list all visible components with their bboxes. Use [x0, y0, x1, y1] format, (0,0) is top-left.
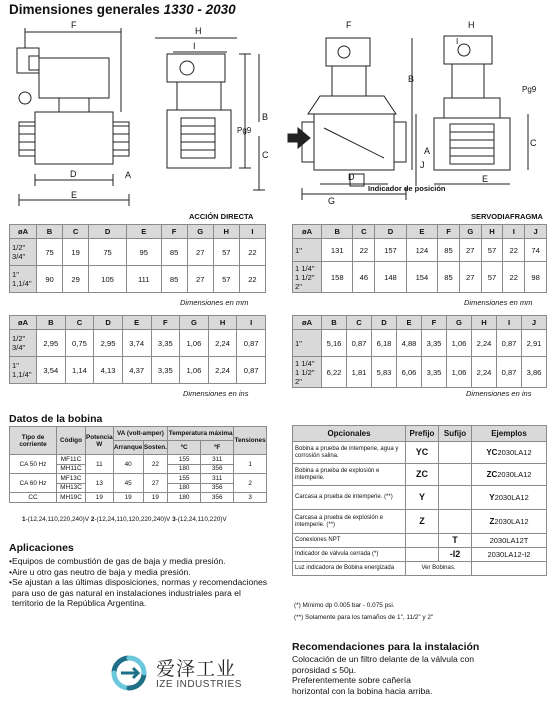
cell: 4,13: [94, 357, 123, 384]
size-cell: 1" 1,1/4": [10, 266, 37, 293]
col-header: I: [503, 225, 525, 239]
dim-label-d-servo: D: [348, 172, 355, 182]
recommendations-text: Colocación de un filtro delante de la válvula con porosidad ≤ 50µ. Preferentemente sobre cañería horizontal con la bobina hacia arriba.: [292, 654, 475, 696]
col-header: øA: [293, 225, 322, 239]
cell: 57: [213, 266, 239, 293]
col-header: D: [372, 316, 397, 330]
cell: 356: [201, 483, 234, 493]
dim-label-c-servo: C: [530, 138, 537, 148]
cell: 1,06: [180, 330, 209, 357]
col-header: Sosten.: [143, 441, 168, 455]
coil-data-table: [9, 426, 267, 503]
list-item: • Equipos de combustión de gas de baja y media presión.: [9, 556, 226, 566]
col-header: E: [126, 225, 161, 239]
cell: 111: [126, 266, 161, 293]
applications-title: Aplicaciones: [9, 542, 74, 554]
dim-label-e: E: [71, 190, 78, 200]
col-header: J: [525, 225, 547, 239]
cell: 155: [168, 455, 201, 465]
cell: 2,95: [37, 330, 66, 357]
cell: 5,83: [372, 357, 397, 388]
cell: MH13C: [57, 483, 86, 493]
table-row: [10, 474, 267, 484]
cell: 6,22: [322, 357, 347, 388]
col-header: C: [65, 316, 94, 330]
col-header: H: [208, 316, 237, 330]
dim-label-i: I: [193, 41, 196, 51]
recommendations-title: Recomendaciones para la instalación: [292, 641, 480, 653]
cell: 3,35: [422, 357, 447, 388]
position-indicator-label: Indicador de posición: [368, 184, 446, 193]
cell: 3: [234, 493, 267, 503]
cell: 2,24: [472, 330, 497, 357]
cell: [439, 464, 472, 486]
direct-action-caption: ACCIÓN DIRECTA: [189, 212, 254, 221]
table-row: [10, 493, 267, 503]
cell: MH19C: [57, 493, 86, 503]
col-header: B: [37, 316, 66, 330]
direct-mm-table: [9, 224, 266, 293]
cell: 154: [406, 262, 437, 293]
col-header: E: [406, 225, 437, 239]
dim-label-j-servo: J: [420, 160, 425, 170]
dim-label-c: C: [262, 150, 269, 160]
size-cell: 1": [293, 239, 322, 262]
cell: 46: [353, 262, 375, 293]
col-header: C: [353, 225, 375, 239]
col-header: G: [459, 225, 481, 239]
col-header: øA: [10, 316, 37, 330]
option-desc: Conexiones NPT: [293, 534, 406, 548]
col-header: ºC: [168, 441, 201, 455]
col-header: H: [481, 225, 503, 239]
option-desc: Indicador de válvula cerrada (*): [293, 548, 406, 562]
option-desc: Carcasa a prueba de intemperie. (**): [293, 486, 406, 510]
list-item: • Aire u otro gas neutro de baja y media presión.: [9, 566, 191, 577]
dim-label-b-servo: B: [408, 74, 415, 84]
dim-label-pg9-servo: Pg9: [522, 85, 537, 94]
direct-ins-table: [9, 315, 266, 384]
col-header: E: [397, 316, 422, 330]
list-item: • Se ajustan a las últimas disposiciones, normas y recomendaciones para uso de gas natural en instalaciones industriales para el territorio de la República Argentina.: [9, 577, 268, 608]
cell: 180: [168, 464, 201, 474]
cell: 131: [322, 239, 353, 262]
cell: 180: [168, 493, 201, 503]
cell: 105: [89, 266, 127, 293]
cell: 75: [89, 239, 127, 266]
table-row: [293, 330, 547, 357]
cell: 2,24: [472, 357, 497, 388]
example-cell: YC2030LA12: [472, 442, 547, 464]
table-row: [10, 330, 266, 357]
cell: 95: [126, 239, 161, 266]
table-row: [293, 357, 547, 388]
cell: 74: [525, 239, 547, 262]
dim-label-a: A: [125, 170, 132, 180]
cell: 356: [201, 464, 234, 474]
direct-valve-drawing: [5, 18, 275, 210]
option-desc: Bobina a prueba de intemperie, agua y corrosión salina.: [293, 442, 406, 464]
cell: 0,87: [347, 330, 372, 357]
cell: 148: [375, 262, 406, 293]
servo-mm-units: Dimensiones en mm: [464, 298, 533, 307]
example-cell: 2030LA12-I2: [472, 548, 547, 562]
applications-list: [9, 556, 271, 609]
cell: Z: [406, 510, 439, 534]
option-desc: Carcasa a prueba de explosión e intemperie. (**): [293, 510, 406, 534]
cell: 4,37: [122, 357, 151, 384]
cell: 11: [86, 455, 114, 474]
cell: 356: [201, 493, 234, 503]
cell: MF11C: [57, 455, 86, 465]
table-row: [293, 442, 547, 464]
dim-label-f-servo: F: [346, 20, 352, 30]
cell: 40: [113, 455, 143, 474]
cell: 85: [438, 262, 460, 293]
title-models: 1330 - 2030: [163, 2, 236, 17]
cell: CC: [10, 493, 57, 503]
col-header: B: [322, 225, 353, 239]
option-desc: Bobina a prueba de explosión e intemperie.: [293, 464, 406, 486]
cell: 27: [459, 262, 481, 293]
col-header: F: [151, 316, 180, 330]
note-min-dp: (*) Mínimo dp 0.005 bar - 0.075 psi.: [294, 602, 395, 609]
col-header: Potencia W: [86, 427, 114, 455]
cell: 155: [168, 474, 201, 484]
cell: 311: [201, 474, 234, 484]
col-header: VA (volt-amper): [113, 427, 168, 441]
col-header: D: [89, 225, 127, 239]
col-header: G: [180, 316, 209, 330]
size-cell: 1" 1,1/4": [10, 357, 37, 384]
dim-label-e-servo: E: [482, 174, 489, 184]
cell: 19: [143, 493, 168, 503]
page-title: [9, 2, 236, 17]
col-header: Prefijo: [406, 426, 439, 442]
cell: 1,06: [447, 330, 472, 357]
cell: 22: [503, 239, 525, 262]
col-header: Arranque: [113, 441, 143, 455]
cell: 3,54: [37, 357, 66, 384]
table-row: [293, 562, 547, 576]
cell: 3,35: [151, 357, 180, 384]
cell: 1: [234, 455, 267, 474]
cell: 2,24: [208, 330, 237, 357]
cell: 57: [481, 262, 503, 293]
cell: 19: [86, 493, 114, 503]
cell: 27: [459, 239, 481, 262]
cell: 85: [438, 239, 460, 262]
cell: [439, 486, 472, 510]
size-cell: 1 1/4" 1 1/2" 2": [293, 357, 322, 388]
brand-english: IZE INDUSTRIES: [156, 679, 242, 690]
table-row: [293, 262, 547, 293]
size-cell: 1 1/4" 1 1/2" 2": [293, 262, 322, 293]
example-cell: Y2030LA12: [472, 486, 547, 510]
col-header: Ejemplos: [472, 426, 547, 442]
dim-label-h-servo: H: [468, 20, 475, 30]
col-header: I: [239, 225, 265, 239]
cell: 3,35: [151, 330, 180, 357]
ize-logo-icon: [108, 652, 150, 694]
col-header: G: [447, 316, 472, 330]
col-header: I: [237, 316, 266, 330]
cell: 0,87: [237, 330, 266, 357]
cell: 22: [353, 239, 375, 262]
servo-caption: SERVODIAFRAGMA: [471, 212, 543, 221]
dim-label-g-servo: G: [328, 196, 336, 206]
col-header: F: [438, 225, 460, 239]
table-row: [293, 534, 547, 548]
col-header: H: [472, 316, 497, 330]
options-notes: [294, 600, 433, 624]
col-header: G: [187, 225, 213, 239]
dim-label-pg9: Pg9: [237, 126, 252, 135]
cell: 311: [201, 455, 234, 465]
col-header: Tensiones: [234, 427, 267, 455]
dim-label-b: B: [262, 112, 269, 122]
cell: 0,87: [237, 357, 266, 384]
cell: ZC: [406, 464, 439, 486]
cell: 27: [187, 239, 213, 266]
example-cell: 2030LA12T: [472, 534, 547, 548]
table-row: [10, 266, 266, 293]
cell: 6,18: [372, 330, 397, 357]
cell: 29: [63, 266, 89, 293]
cell: 124: [406, 239, 437, 262]
col-header: B: [322, 316, 347, 330]
cell: 19: [113, 493, 143, 503]
cell: 1,14: [65, 357, 94, 384]
cell: -I2: [439, 548, 472, 562]
cell: Ver Bobinas.: [406, 562, 472, 576]
servo-mm-table: [292, 224, 547, 293]
col-header: F: [161, 225, 187, 239]
cell: MH11C: [57, 464, 86, 474]
col-header: H: [213, 225, 239, 239]
dim-label-f: F: [71, 20, 77, 30]
note-sizes: (**) Solamente para los tamaños de 1", 11/2" y 2": [294, 614, 434, 621]
table-row: [10, 239, 266, 266]
cell: 2,91: [522, 330, 547, 357]
col-header: ºF: [201, 441, 234, 455]
cell: [439, 442, 472, 464]
table-row: [293, 548, 547, 562]
col-header: D: [375, 225, 406, 239]
col-header: Opcionales: [293, 426, 406, 442]
cell: 157: [375, 239, 406, 262]
cell: 2,95: [94, 330, 123, 357]
col-header: Tipo de corriente: [10, 427, 57, 455]
servo-ins-table: [292, 315, 547, 388]
cell: 1,06: [447, 357, 472, 388]
table-row: [10, 455, 267, 465]
cell: 6,06: [397, 357, 422, 388]
cell: 2,24: [208, 357, 237, 384]
cell: 1,06: [180, 357, 209, 384]
title-text: Dimensiones generales: [9, 2, 160, 17]
table-row: [293, 239, 547, 262]
table-row: [10, 357, 266, 384]
col-header: Código: [57, 427, 86, 455]
cell: 22: [503, 262, 525, 293]
dim-label-d: D: [70, 169, 77, 179]
col-header: Temperatura máxima: [168, 427, 234, 441]
cell: Y: [406, 486, 439, 510]
table-row: [293, 486, 547, 510]
col-header: C: [63, 225, 89, 239]
cell: [439, 510, 472, 534]
cell: 75: [37, 239, 63, 266]
coil-voltage-footnote: 1-(12,24,110,220,240)V 2-(12,24,110,120,220,240)V 3-(12,24,110,220)V: [22, 516, 227, 523]
col-header: E: [122, 316, 151, 330]
cell: 27: [187, 266, 213, 293]
cell: 13: [86, 474, 114, 493]
cell: 3,86: [522, 357, 547, 388]
cell: 0,87: [497, 330, 522, 357]
col-header: C: [347, 316, 372, 330]
cell: 158: [322, 262, 353, 293]
cell: 27: [143, 474, 168, 493]
cell: 19: [63, 239, 89, 266]
cell: 90: [37, 266, 63, 293]
cell: 85: [161, 239, 187, 266]
col-header: I: [497, 316, 522, 330]
cell: 3,74: [122, 330, 151, 357]
table-row: [293, 510, 547, 534]
col-header: J: [522, 316, 547, 330]
size-cell: 1/2" 3/4": [10, 239, 37, 266]
brand-chinese: 爱泽工业: [156, 659, 237, 680]
cell: 1,81: [347, 357, 372, 388]
cell: 180: [168, 483, 201, 493]
col-header: F: [422, 316, 447, 330]
col-header: øA: [293, 316, 322, 330]
coil-data-title: Datos de la bobina: [9, 413, 103, 425]
cell: 22: [239, 239, 265, 266]
cell: CA 60 Hz: [10, 474, 57, 493]
example-cell: ZC2030LA12: [472, 464, 547, 486]
cell: 57: [213, 239, 239, 266]
cell: 57: [481, 239, 503, 262]
cell: [406, 534, 439, 548]
cell: MF13C: [57, 474, 86, 484]
servo-ins-units: Dimensiones en ins: [466, 389, 532, 398]
direct-ins-units: Dimensiones en ins: [183, 389, 249, 398]
direct-mm-units: Dimensiones en mm: [180, 298, 249, 307]
options-table: [292, 425, 547, 576]
col-header: D: [94, 316, 123, 330]
cell: 3,35: [422, 330, 447, 357]
option-desc: Luz indicadora de Bobina energizada: [293, 562, 406, 576]
cell: YC: [406, 442, 439, 464]
cell: 2: [234, 474, 267, 493]
servo-valve-drawing: [284, 18, 550, 210]
col-header: B: [37, 225, 63, 239]
table-row: [293, 464, 547, 486]
cell: CA 50 Hz: [10, 455, 57, 474]
col-header: øA: [10, 225, 37, 239]
cell: 0,87: [497, 357, 522, 388]
cell: 22: [239, 266, 265, 293]
dim-label-i-servo: I: [456, 37, 459, 46]
cell: 85: [161, 266, 187, 293]
cell: 45: [113, 474, 143, 493]
cell: T: [439, 534, 472, 548]
cell: 22: [143, 455, 168, 474]
size-cell: 1": [293, 330, 322, 357]
cell: 98: [525, 262, 547, 293]
cell: 0,75: [65, 330, 94, 357]
dim-label-a-servo: A: [424, 146, 431, 156]
example-cell: [472, 562, 547, 576]
size-cell: 1/2" 3/4": [10, 330, 37, 357]
cell: 5,16: [322, 330, 347, 357]
dim-label-h: H: [195, 26, 202, 36]
cell: [406, 548, 439, 562]
example-cell: Z2030LA12: [472, 510, 547, 534]
col-header: Sufijo: [439, 426, 472, 442]
cell: 4,88: [397, 330, 422, 357]
